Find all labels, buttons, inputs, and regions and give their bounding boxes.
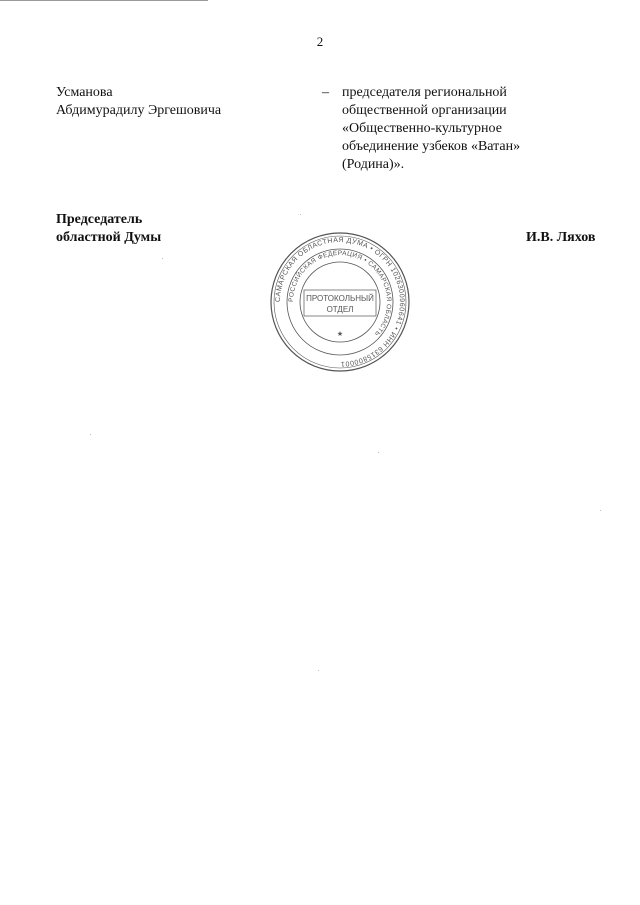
person-position xyxy=(342,84,582,174)
position-line: председателя региональной xyxy=(342,85,507,100)
scan-speck xyxy=(300,214,301,215)
scan-speck xyxy=(318,670,319,671)
position-line: общественной организации xyxy=(342,103,507,118)
scan-speck xyxy=(378,452,379,453)
scan-speck xyxy=(90,434,91,435)
seal-outer-ring-text: САМАРСКАЯ ОБЛАСТНАЯ ДУМА • ОГРН 1026300960641 • ИНН 6315800001 xyxy=(274,236,406,368)
seal-center-text-line: ОТДЕЛ xyxy=(326,305,354,314)
signer-name: И.В. Ляхов xyxy=(526,230,596,245)
scan-speck xyxy=(162,258,163,259)
seal-inner-ring-text: РОССИЙСКАЯ ФЕДЕРАЦИЯ • САМАРСКАЯ ОБЛАСТЬ xyxy=(287,249,393,338)
position-dash: – xyxy=(322,85,329,100)
top-rule xyxy=(0,0,208,1)
official-seal xyxy=(260,232,420,372)
page-number: 2 xyxy=(316,34,324,49)
position-line: «Общественно-культурное xyxy=(342,121,502,136)
signer-title-line: Председатель xyxy=(56,212,143,227)
position-line: объединение узбеков «Ватан» xyxy=(342,139,521,154)
person-surname: Усманова xyxy=(56,85,113,100)
signer-title-line: областной Думы xyxy=(56,230,162,245)
person-given-names: Абдимурадилу Эргешовича xyxy=(56,103,222,118)
person-name xyxy=(56,84,221,120)
seal-star-icon: ★ xyxy=(336,331,344,338)
signer-title xyxy=(56,211,161,247)
position-line: (Родина)». xyxy=(342,157,405,172)
seal-center-text-line: ПРОТОКОЛЬНЫЙ xyxy=(306,294,374,303)
scan-speck xyxy=(600,510,601,511)
